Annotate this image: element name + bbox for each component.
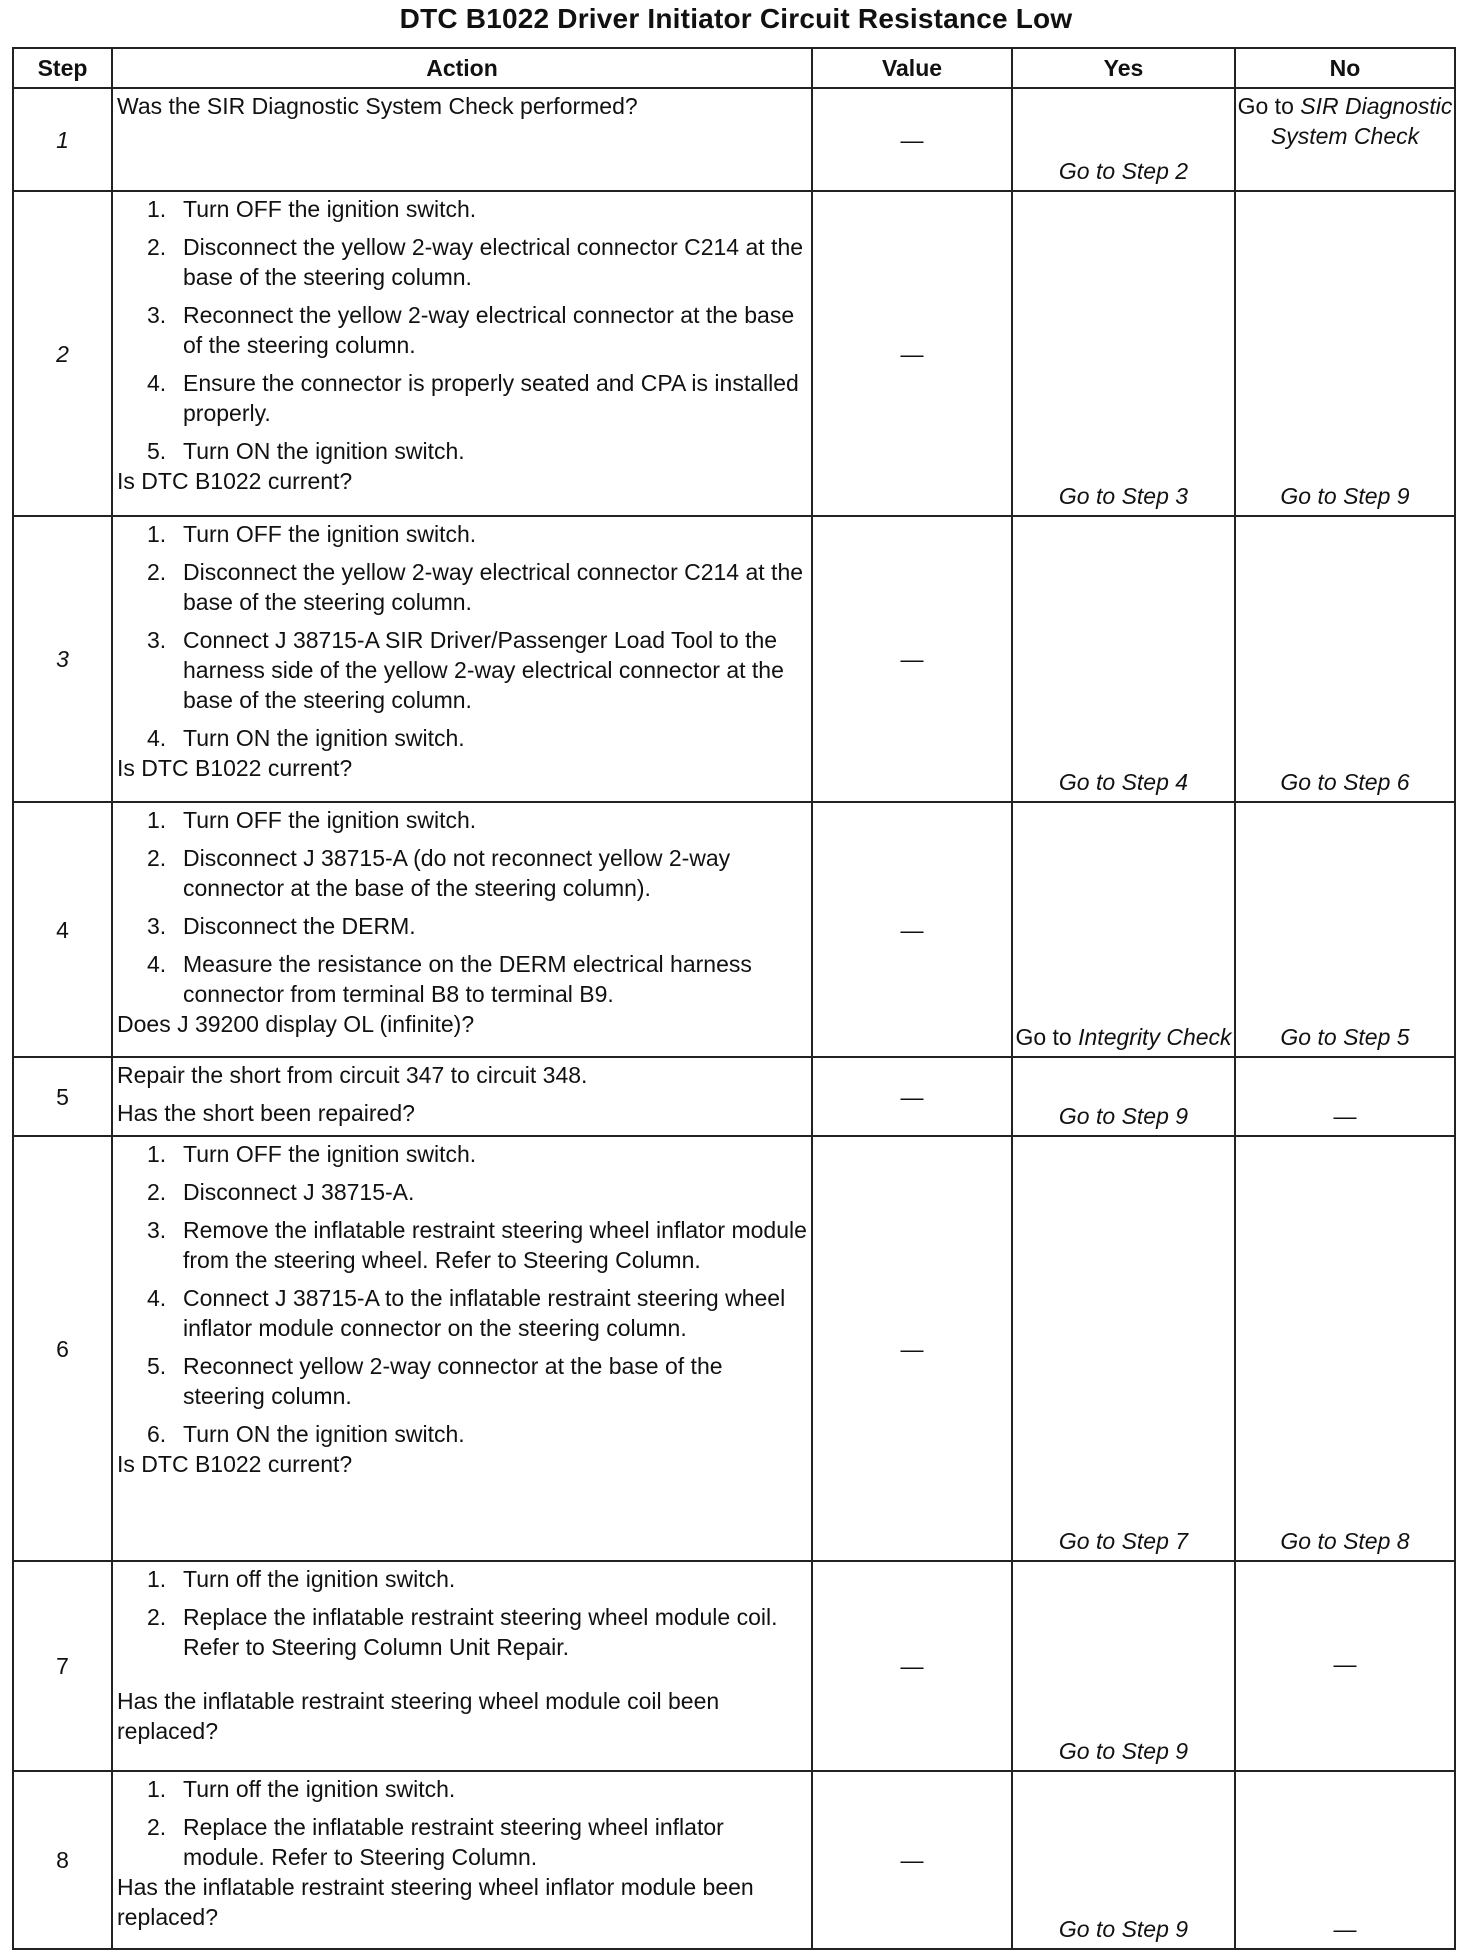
item-number: 4. [147,370,167,396]
action-cell [112,1057,812,1136]
table-row [13,802,1455,1057]
list-item: 5. Turn ON the ignition switch. [147,438,465,464]
value-cell: — [812,191,1012,516]
action-question: Has the inflatable restraint steering wheel inflator module been replaced? [117,1874,754,1930]
list-item: 3. Disconnect the DERM. [147,913,416,939]
yes-cell: Go to Step 2 [1012,88,1235,191]
page-title: DTC B1022 Driver Initiator Circuit Resistance Low [399,3,1073,34]
no-cell [1235,88,1455,191]
item-number: 6. [147,1421,167,1447]
value-cell: — [812,802,1012,1057]
list-item: 3. Remove the inflatable restraint steering wheel inflator module from the steering wheel. Refer to Steering Column. [147,1217,807,1273]
item-number: 2. [147,1814,167,1840]
action-cell [112,191,812,516]
yes-cell: Go to Step 7 [1012,1136,1235,1561]
item-number: 2. [147,234,167,260]
no-link-text: SIR Diagnostic System Check [1270,93,1453,149]
action-cell [112,516,812,802]
list-item: 1. Turn off the ignition switch. [147,1776,456,1802]
list-item: 2. Disconnect the yellow 2-way electrical connector C214 at the base of the steering column. [147,234,804,290]
action-question: Has the inflatable restraint steering wheel module coil been replaced? [117,1688,720,1744]
value-cell: — [812,1561,1012,1771]
no-cell: — [1235,1057,1455,1136]
item-number: 5. [147,1353,167,1379]
list-item: 2. Disconnect the yellow 2-way electrical connector C214 at the base of the steering column. [147,559,804,615]
item-number: 1. [147,1566,167,1592]
item-number: 2. [147,559,167,585]
action-question: Is DTC B1022 current? [117,755,353,781]
item-number: 5. [147,438,167,464]
no-cell: — [1235,1561,1455,1771]
action-question: Is DTC B1022 current? [117,468,353,494]
no-cell: Go to Step 9 [1235,191,1455,516]
no-cell: Go to Step 8 [1235,1136,1455,1561]
list-item: 2. Disconnect J 38715-A (do not reconnect yellow 2-way connector at the base of the steering column). [147,845,731,901]
item-number: 4. [147,725,167,751]
table-row [13,1136,1455,1561]
yes-prefix: Go to [1015,1024,1072,1050]
item-number: 3. [147,913,167,939]
table-row [13,191,1455,516]
action-cell [112,88,812,191]
action-cell [112,1136,812,1561]
list-item: 1. Turn OFF the ignition switch. [147,196,477,222]
header-no: No [1235,48,1455,88]
list-item: 4. Ensure the connector is properly seated and CPA is installed properly. [147,370,799,426]
item-number: 2. [147,845,167,871]
header-value: Value [812,48,1012,88]
list-item: 1. Turn OFF the ignition switch. [147,521,477,547]
yes-cell [1012,802,1235,1057]
list-item: 2. Disconnect J 38715-A. [147,1179,415,1205]
value-cell: — [812,1136,1012,1561]
action-question: Does J 39200 display OL (infinite)? [117,1011,475,1037]
item-number: 1. [147,1141,167,1167]
list-item: 4. Measure the resistance on the DERM electrical harness connector from terminal B8 to terminal B9. [147,951,752,1007]
diagnostic-table [12,47,1456,1950]
list-item: 3. Reconnect the yellow 2-way electrical connector at the base of the steering column. [147,302,795,358]
step-number: 3 [13,516,112,802]
value-cell: — [812,516,1012,802]
item-number: 2. [147,1604,167,1630]
item-number: 3. [147,627,167,653]
action-cell [112,1561,812,1771]
header-yes: Yes [1012,48,1235,88]
value-cell: — [812,1771,1012,1949]
yes-cell: Go to Step 9 [1012,1561,1235,1771]
header-step: Step [13,48,112,88]
header-action: Action [112,48,812,88]
action-instruction: Repair the short from circuit 347 to circuit 348. [117,1062,588,1088]
step-number: 4 [13,802,112,1057]
table-row [13,1057,1455,1136]
step-number: 6 [13,1136,112,1561]
no-prefix: Go to [1237,93,1294,119]
yes-link-text: Integrity Check [1078,1024,1232,1050]
header-row [13,48,1455,88]
table-row [13,1771,1455,1949]
no-cell: — [1235,1771,1455,1949]
value-cell: — [812,88,1012,191]
item-number: 4. [147,1285,167,1311]
item-number: 1. [147,196,167,222]
list-item: 3. Connect J 38715-A SIR Driver/Passenger Load Tool to the harness side of the yellow 2-way electrical connector at the base of the steering column. [147,627,784,713]
yes-cell: Go to Step 3 [1012,191,1235,516]
no-cell: Go to Step 6 [1235,516,1455,802]
list-item: 6. Turn ON the ignition switch. [147,1421,465,1447]
value-cell: — [812,1057,1012,1136]
list-item: 4. Turn ON the ignition switch. [147,725,465,751]
yes-cell: Go to Step 9 [1012,1057,1235,1136]
table-row [13,1561,1455,1771]
yes-cell: Go to Step 9 [1012,1771,1235,1949]
step-number: 7 [13,1561,112,1771]
list-item: 2. Replace the inflatable restraint steering wheel inflator module. Refer to Steering Column. [147,1814,724,1870]
list-item: 2. Replace the inflatable restraint steering wheel module coil. Refer to Steering Column Unit Repair. [147,1604,778,1660]
list-item: 4. Connect J 38715-A to the inflatable restraint steering wheel inflator module connector on the steering column. [147,1285,786,1341]
list-item: 5. Reconnect yellow 2-way connector at the base of the steering column. [147,1353,723,1409]
step-number: 8 [13,1771,112,1949]
list-item: 1. Turn off the ignition switch. [147,1566,456,1592]
item-number: 1. [147,807,167,833]
item-number: 1. [147,1776,167,1802]
step-number: 2 [13,191,112,516]
list-item: 1. Turn OFF the ignition switch. [147,807,477,833]
step-number: 5 [13,1057,112,1136]
item-number: 3. [147,302,167,328]
item-number: 1. [147,521,167,547]
list-item: 1. Turn OFF the ignition switch. [147,1141,477,1167]
action-question: Was the SIR Diagnostic System Check performed? [117,93,638,119]
table-row [13,516,1455,802]
yes-cell: Go to Step 4 [1012,516,1235,802]
action-question: Is DTC B1022 current? [117,1451,353,1477]
item-number: 4. [147,951,167,977]
step-number: 1 [13,88,112,191]
action-cell [112,1771,812,1949]
item-number: 2. [147,1179,167,1205]
no-cell: Go to Step 5 [1235,802,1455,1057]
table-row [13,88,1455,191]
action-question: Has the short been repaired? [117,1100,415,1126]
item-number: 3. [147,1217,167,1243]
action-cell [112,802,812,1057]
